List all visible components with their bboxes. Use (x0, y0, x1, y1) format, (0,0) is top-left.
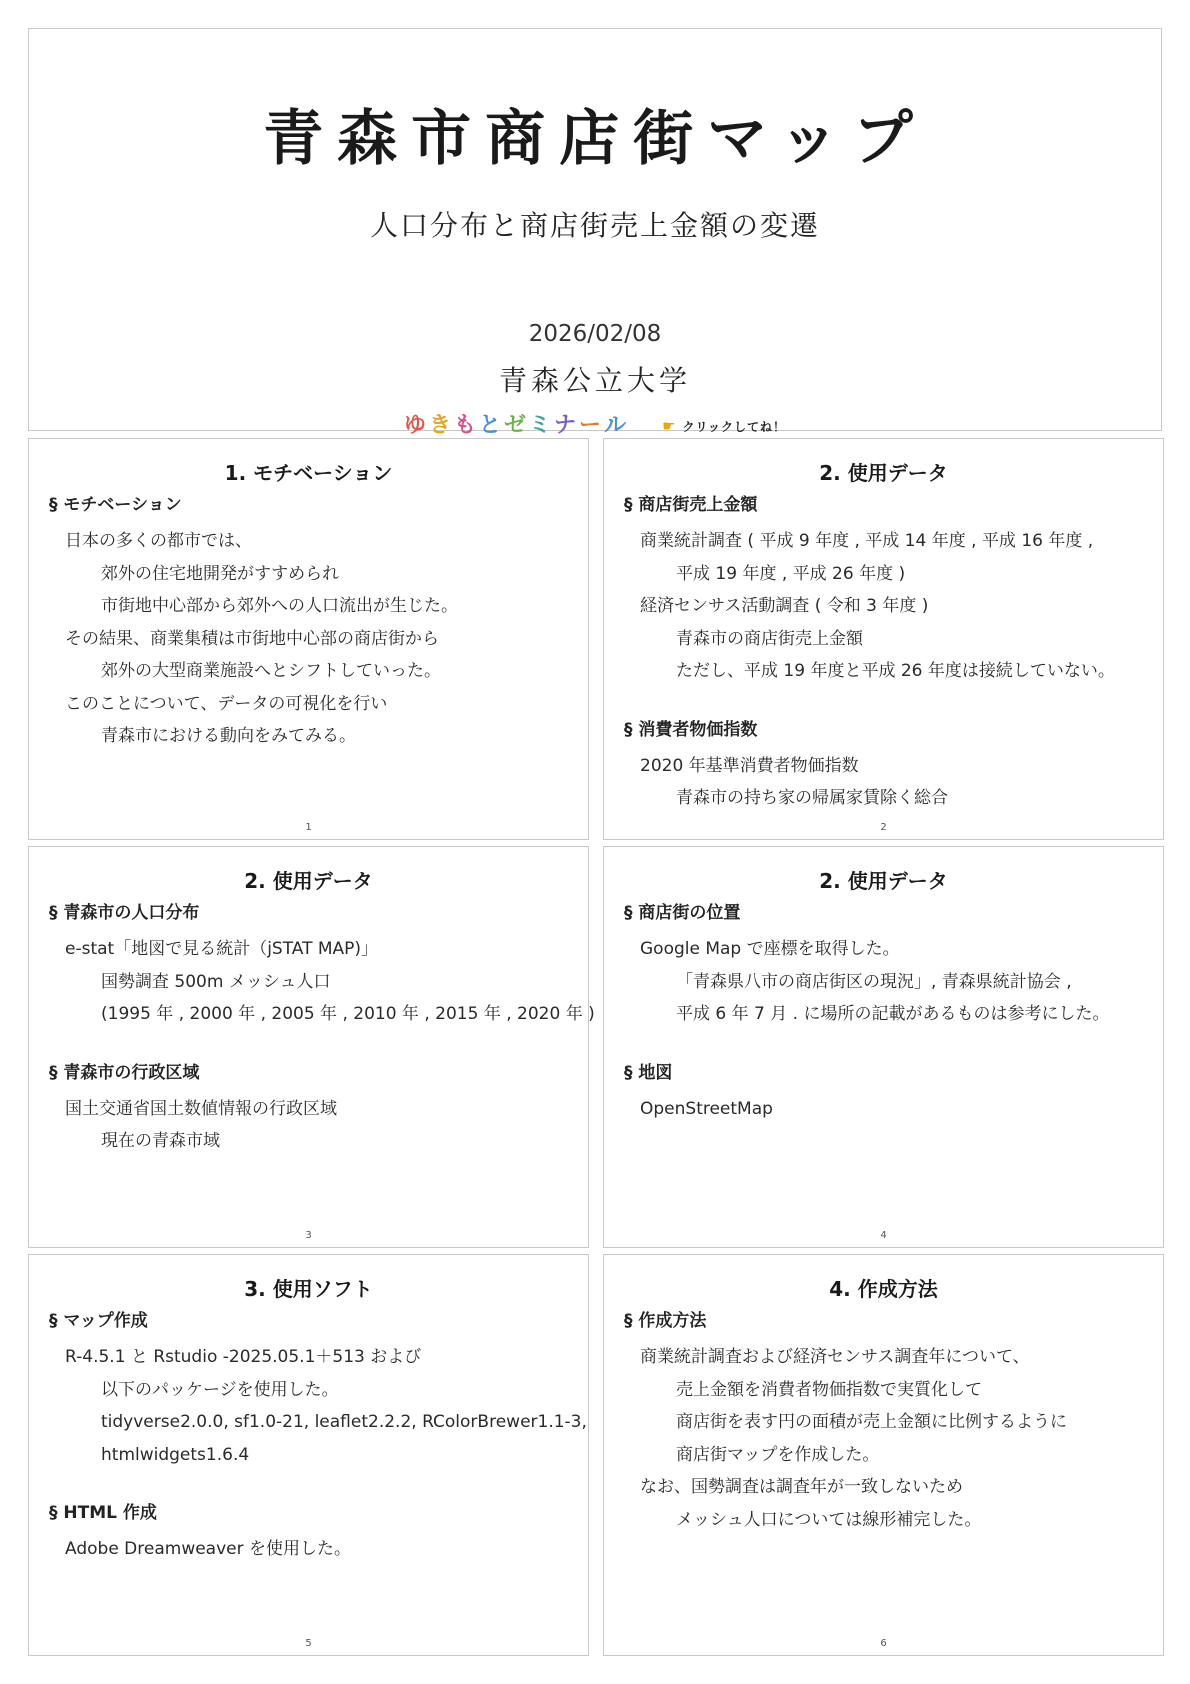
university-name: 青森公立大学 (498, 364, 691, 397)
seminar-logo-letter: と (478, 413, 501, 438)
body-text-line: 現在の青森市域 (101, 1131, 220, 1151)
page-number: 3 (305, 1230, 312, 1241)
body-text-line: 「青森県八市の商店街区の現況」, 青森県統計協会 , (676, 971, 1072, 992)
slide-body (624, 901, 1149, 1125)
body-text-line: 商店街を表す円の面積が売上金額に比例するように (676, 1412, 1067, 1432)
body-text-line: 青森市における動向をみてみる。 (101, 726, 356, 746)
slide-1 (28, 438, 589, 840)
body-text-line: 市街地中心部から郊外への人口流出が生じた。 (101, 596, 458, 616)
section-heading: § 青森市の行政区域 (49, 1062, 200, 1083)
body-text-line: 平成 6 年 7 月 . に場所の記載があるものは参考にした。 (676, 1004, 1110, 1024)
body-text-line: (1995 年 , 2000 年 , 2005 年 , 2010 年 , 2015 年 , 2020 年 ) (101, 1004, 595, 1024)
body-text-line: 平成 19 年度 , 平成 26 年度 ) (676, 563, 906, 584)
document-subtitle: 人口分布と商店街売上金額の変遷 (369, 209, 820, 242)
cover-panel (28, 28, 1162, 438)
body-text-line: Adobe Dreamweaver を使用した。 (65, 1539, 352, 1559)
slide-6 (603, 1254, 1164, 1656)
presentation-date: 2026/02/08 (528, 321, 662, 347)
body-text-line: e-stat「地図で見る統計（jSTAT MAP)」 (65, 939, 379, 959)
body-text-line: メッシュ人口については線形補完した。 (676, 1509, 982, 1530)
body-text-line: 青森市の持ち家の帰属家賃除く総合 (676, 788, 948, 808)
body-text-line: 郊外の大型商業施設へとシフトしていった。 (101, 661, 441, 681)
section-heading: § 商店街売上金額 (624, 495, 758, 515)
pointing-hand-icon: ☛ (662, 417, 677, 435)
slide-5 (28, 1254, 589, 1656)
body-text-line: その結果、商業集積は市街地中心部の商店街から (65, 628, 439, 649)
section-heading: § HTML 作成 (49, 1503, 157, 1523)
slide-title: 2. 使用データ (819, 869, 948, 893)
click-hint[interactable] (662, 417, 786, 435)
slide-title: 1. モチベーション (224, 461, 393, 485)
slide-2 (603, 438, 1164, 840)
body-text-line: 日本の多くの都市では、 (65, 531, 252, 551)
seminar-logo-letter: ナ (554, 413, 577, 438)
seminar-logo-letter: ゼ (504, 413, 527, 438)
body-text-line: なお、国勢調査は調査年が一致しないため (640, 1477, 963, 1497)
body-text-line: 売上金額を消費者物価指数で実質化して (676, 1379, 982, 1400)
section-spacer (624, 1031, 1149, 1061)
seminar-logo-letter: ゆ (403, 413, 426, 438)
body-text-line: tidyverse2.0.0, sf1.0-21, leaflet2.2.2, RColorBrewer1.1-3, (101, 1412, 587, 1432)
body-text-line: 青森市の商店街売上金額 (676, 628, 863, 649)
page-number: 5 (305, 1638, 312, 1649)
page-number: 1 (305, 822, 312, 833)
body-text-line: OpenStreetMap (640, 1098, 773, 1119)
slide-body (624, 493, 1149, 815)
slide-title: 4. 作成方法 (829, 1277, 938, 1301)
body-text-line: 商業統計調査 ( 平成 9 年度 , 平成 14 年度 , 平成 16 年度 , (640, 531, 1094, 551)
body-text-line: 商店街マップを作成した。 (676, 1444, 880, 1465)
body-text-line: 郊外の住宅地開発がすすめられ (101, 563, 340, 584)
section-heading: § 消費者物価指数 (624, 719, 758, 740)
seminar-logo-letter: ー (579, 413, 602, 438)
section-spacer (49, 1471, 574, 1501)
slide-body (49, 901, 595, 1158)
seminar-logo-letter: ミ (529, 413, 552, 438)
click-hint-label: クリックしてね！ (682, 419, 787, 434)
slide-3 (28, 846, 595, 1248)
slide-title: 2. 使用データ (819, 461, 948, 485)
section-heading: § モチベーション (49, 495, 182, 515)
seminar-logo-link[interactable] (404, 411, 626, 441)
slide-body (624, 1309, 1149, 1536)
seminar-logo-letter: も (453, 413, 476, 438)
body-text-line: Google Map で座標を取得した。 (640, 939, 900, 959)
slide-body (49, 493, 574, 753)
slide-title: 3. 使用ソフト (244, 1277, 373, 1301)
document-title: 青森市商店街マップ (263, 104, 927, 174)
section-heading: § 地図 (624, 1062, 673, 1083)
seminar-logo-letter: き (428, 413, 451, 438)
body-text-line: このことについて、データの可視化を行い (65, 693, 388, 714)
body-text-line: 国土交通省国土数値情報の行政区域 (65, 1098, 337, 1119)
section-heading: § マップ作成 (49, 1311, 148, 1331)
body-text-line: 2020 年基準消費者物価指数 (640, 755, 859, 776)
body-text-line: 国勢調査 500m メッシュ人口 (101, 971, 331, 992)
page-number: 6 (880, 1638, 887, 1649)
body-text-line: 商業統計調査および経済センサス調査年について、 (640, 1347, 1030, 1367)
page-number: 2 (880, 822, 887, 833)
section-spacer (624, 688, 1149, 718)
section-heading: § 青森市の人口分布 (49, 903, 200, 923)
body-text-line: 経済センサス活動調査 ( 令和 3 年度 ) (640, 596, 929, 616)
section-heading: § 作成方法 (624, 1311, 707, 1331)
body-text-line: ただし、平成 19 年度と平成 26 年度は接続していない。 (676, 661, 1115, 681)
page-number: 4 (880, 1230, 887, 1241)
body-text-line: R-4.5.1 と Rstudio -2025.05.1＋513 および (65, 1347, 422, 1367)
slide-body (49, 1309, 587, 1566)
seminar-logo-letter: ル (604, 413, 627, 438)
body-text-line: 以下のパッケージを使用した。 (101, 1379, 339, 1400)
slide-4 (603, 846, 1164, 1248)
body-text-line: htmlwidgets1.6.4 (101, 1444, 250, 1465)
slide-title: 2. 使用データ (244, 869, 373, 893)
section-heading: § 商店街の位置 (624, 903, 741, 923)
section-spacer (49, 1031, 574, 1061)
